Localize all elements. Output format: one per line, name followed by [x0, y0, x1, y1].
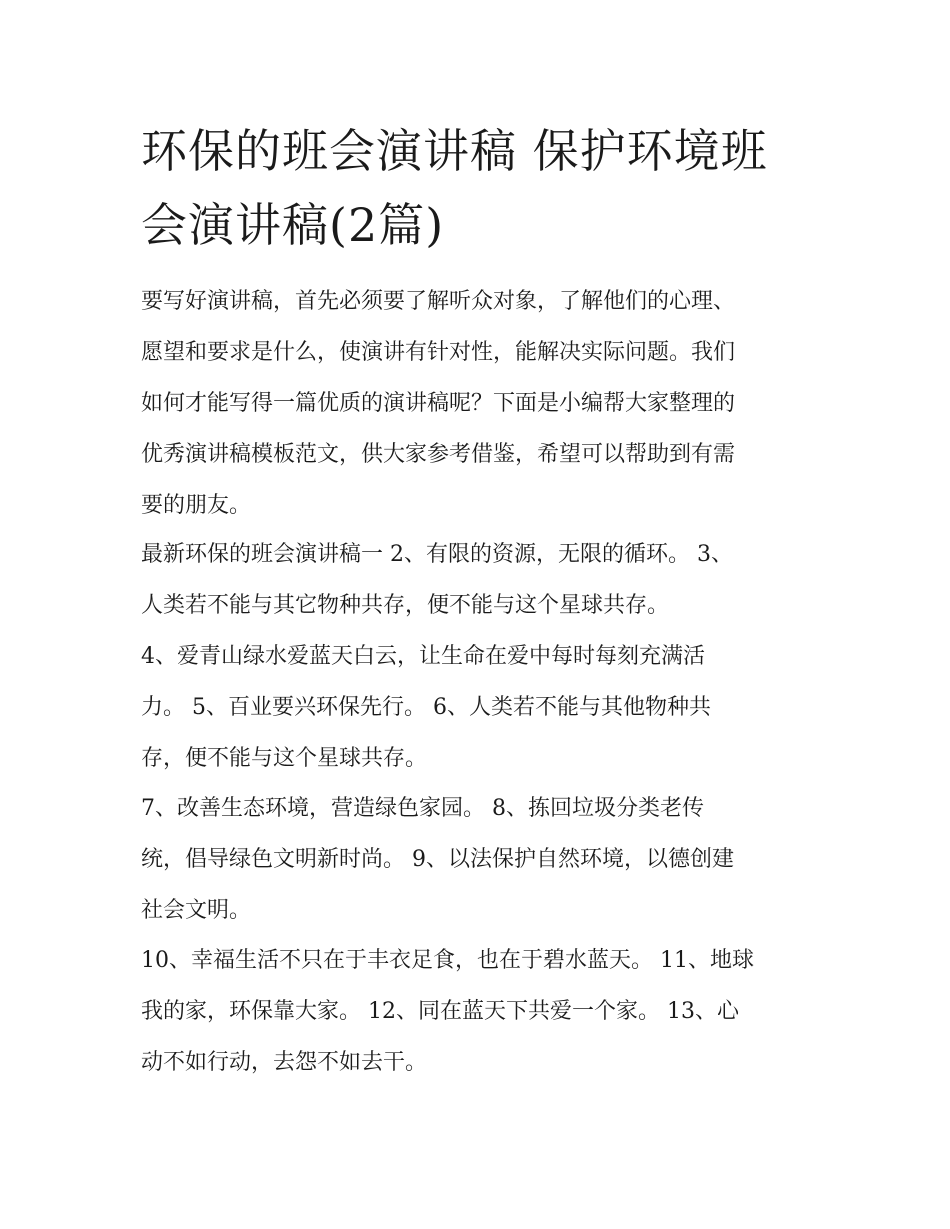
- text-line: 要的朋友。: [141, 493, 252, 518]
- text-line: 4、爱青山绿水爱蓝天白云，让生命在爱中每时每刻充满活: [141, 644, 705, 669]
- text-line: 要写好演讲稿，首先必须要了解听众对象，了解他们的心理、: [141, 289, 736, 314]
- text-line: 如何才能写得一篇优质的演讲稿呢？下面是小编帮大家整理的: [141, 391, 736, 416]
- document-title: [141, 114, 821, 262]
- intro-paragraph: [141, 276, 821, 531]
- text-line: 最新环保的班会演讲稿一 2、有限的资源，无限的循环。 3、: [141, 542, 733, 567]
- text-line: 存，便不能与这个星球共存。: [141, 746, 428, 771]
- text-line: 愿望和要求是什么，使演讲有针对性，能解决实际问题。我们: [141, 340, 736, 365]
- text-line: 人类若不能与其它物种共存，便不能与这个星球共存。: [141, 593, 670, 618]
- slogan-paragraph: [141, 935, 821, 1088]
- text-line: 优秀演讲稿模板范文，供大家参考借鉴，希望可以帮助到有需: [141, 442, 736, 467]
- text-line: 统，倡导绿色文明新时尚。 9、以法保护自然环境，以德创建: [141, 847, 734, 872]
- text-line: 我的家，环保靠大家。 12、同在蓝天下共爱一个家。 13、心: [141, 999, 739, 1024]
- slogan-paragraph: [141, 631, 791, 784]
- text-line: 力。 5、百业要兴环保先行。 6、人类若不能与其他物种共: [141, 695, 711, 720]
- text-line: 动不如行动，去怨不如去干。: [141, 1050, 428, 1075]
- slogan-paragraph: [141, 783, 811, 936]
- text-line: 7、改善生态环境，营造绿色家园。 8、拣回垃圾分类老传: [141, 796, 704, 821]
- slogan-paragraph: [141, 529, 821, 631]
- title-line: 环保的班会演讲稿 保护环境班: [141, 124, 768, 178]
- title-line: 会演讲稿(2篇): [141, 198, 445, 252]
- text-line: 社会文明。: [141, 898, 252, 923]
- text-line: 10、幸福生活不只在于丰衣足食，也在于碧水蓝天。 11、地球: [141, 948, 754, 973]
